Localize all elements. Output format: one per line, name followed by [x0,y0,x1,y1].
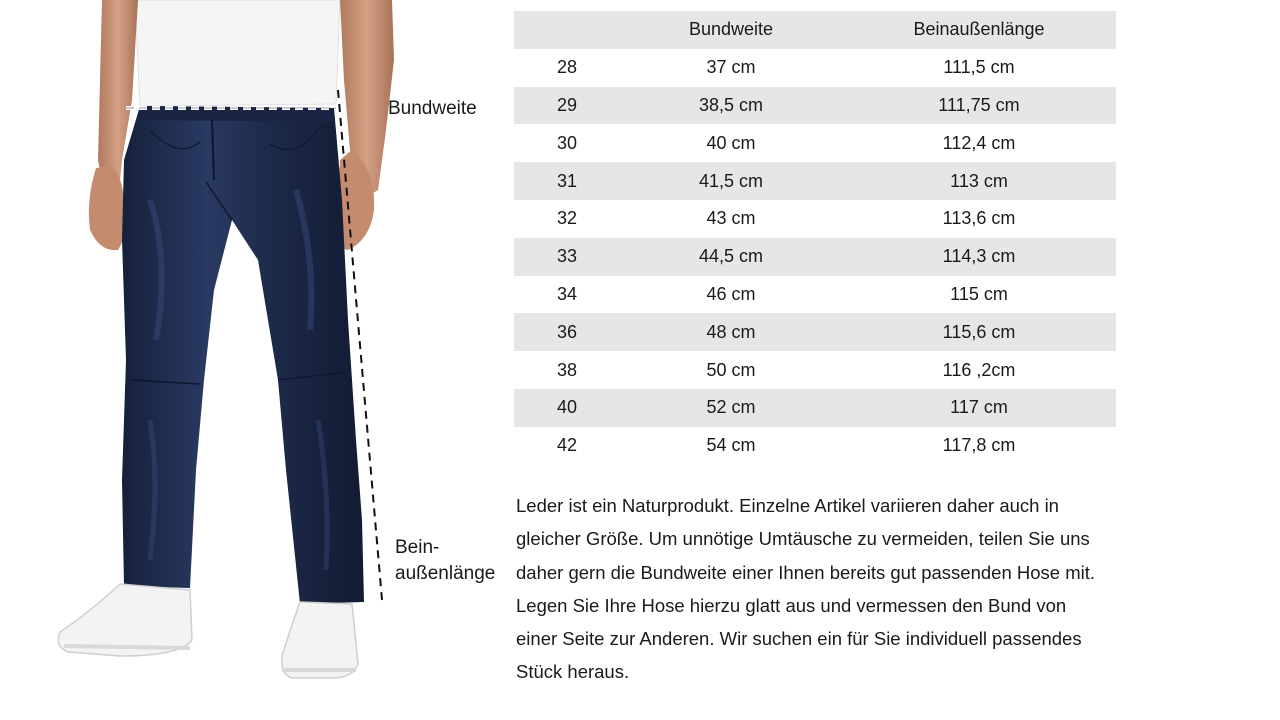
table-header-row [514,11,1116,49]
cell-leg-length: 115 cm [950,283,1008,304]
waist-label: Bundweite [388,98,477,119]
table-row [514,162,1116,200]
cell-size: 28 [556,57,578,78]
note-line: Stück heraus. [516,661,630,683]
cell-waist: 40 cm [706,132,756,153]
cell-size: 42 [556,435,578,456]
table-row [514,49,1116,87]
table-row [514,276,1116,314]
header-leg-length: Beinaußenlänge [913,19,1045,40]
cell-waist: 52 cm [706,397,756,418]
cell-leg-length: 113,6 cm [942,208,1016,229]
note-line: daher gern die Bundweite einer Ihnen bereits gut passenden Hose mit. [516,561,1096,583]
header-waist: Bundweite [688,19,774,40]
cell-waist: 43 cm [706,208,756,229]
table-row [514,124,1116,162]
table-row [514,238,1116,276]
leg-length-label [395,535,495,587]
shirt [135,0,340,106]
cell-leg-length: 111,75 cm [938,94,1020,115]
right-shoe [282,602,358,678]
cell-size: 38 [556,359,578,380]
cell-leg-length: 115,6 cm [942,321,1016,342]
cell-size: 36 [556,321,578,342]
table-row [514,200,1116,238]
cell-waist: 50 cm [706,359,756,380]
cell-size: 33 [556,246,578,267]
cell-waist: 44,5 cm [698,246,764,267]
cell-leg-length: 114,3 cm [942,246,1016,267]
cell-leg-length: 112,4 cm [942,132,1016,153]
note-line: einer Seite zur Anderen. Wir suchen ein für Sie individuell passendes [516,628,1082,650]
cell-leg-length: 116 ,2cm [942,359,1016,380]
cell-size: 31 [556,170,578,191]
cell-waist: 48 cm [706,321,756,342]
table-row [514,389,1116,427]
cell-leg-length: 113 cm [950,170,1008,191]
table-row [514,313,1116,351]
table-row [514,351,1116,389]
header-size [514,11,620,49]
leg-length-label-line2: außenlänge [395,563,496,584]
table-row [514,427,1116,465]
cell-leg-length: 117,8 cm [942,435,1016,456]
note-line: Legen Sie Ihre Hose hierzu glatt aus und vermessen den Bund von [516,594,1067,616]
cell-waist: 37 cm [706,57,756,78]
cell-size: 40 [556,397,578,418]
cell-leg-length: 111,5 cm [943,57,1015,78]
cell-size: 30 [556,132,578,153]
care-note [516,489,1156,689]
table-row [514,87,1116,125]
leg-length-label-line1: Bein- [395,537,440,558]
note-line: Leder ist ein Naturprodukt. Einzelne Artikel variieren daher auch in [516,495,1059,516]
cell-waist: 41,5 cm [698,170,764,191]
cell-leg-length: 117 cm [950,397,1008,418]
cell-waist: 46 cm [706,283,756,304]
cell-waist: 54 cm [706,435,756,456]
note-line: gleicher Größe. Um unnötige Umtäusche zu vermeiden, teilen Sie uns [516,528,1090,550]
cell-size: 32 [556,208,578,229]
cell-size: 34 [556,283,578,304]
size-table [514,11,1116,465]
cell-waist: 38,5 cm [698,94,764,115]
cell-size: 29 [556,94,578,115]
